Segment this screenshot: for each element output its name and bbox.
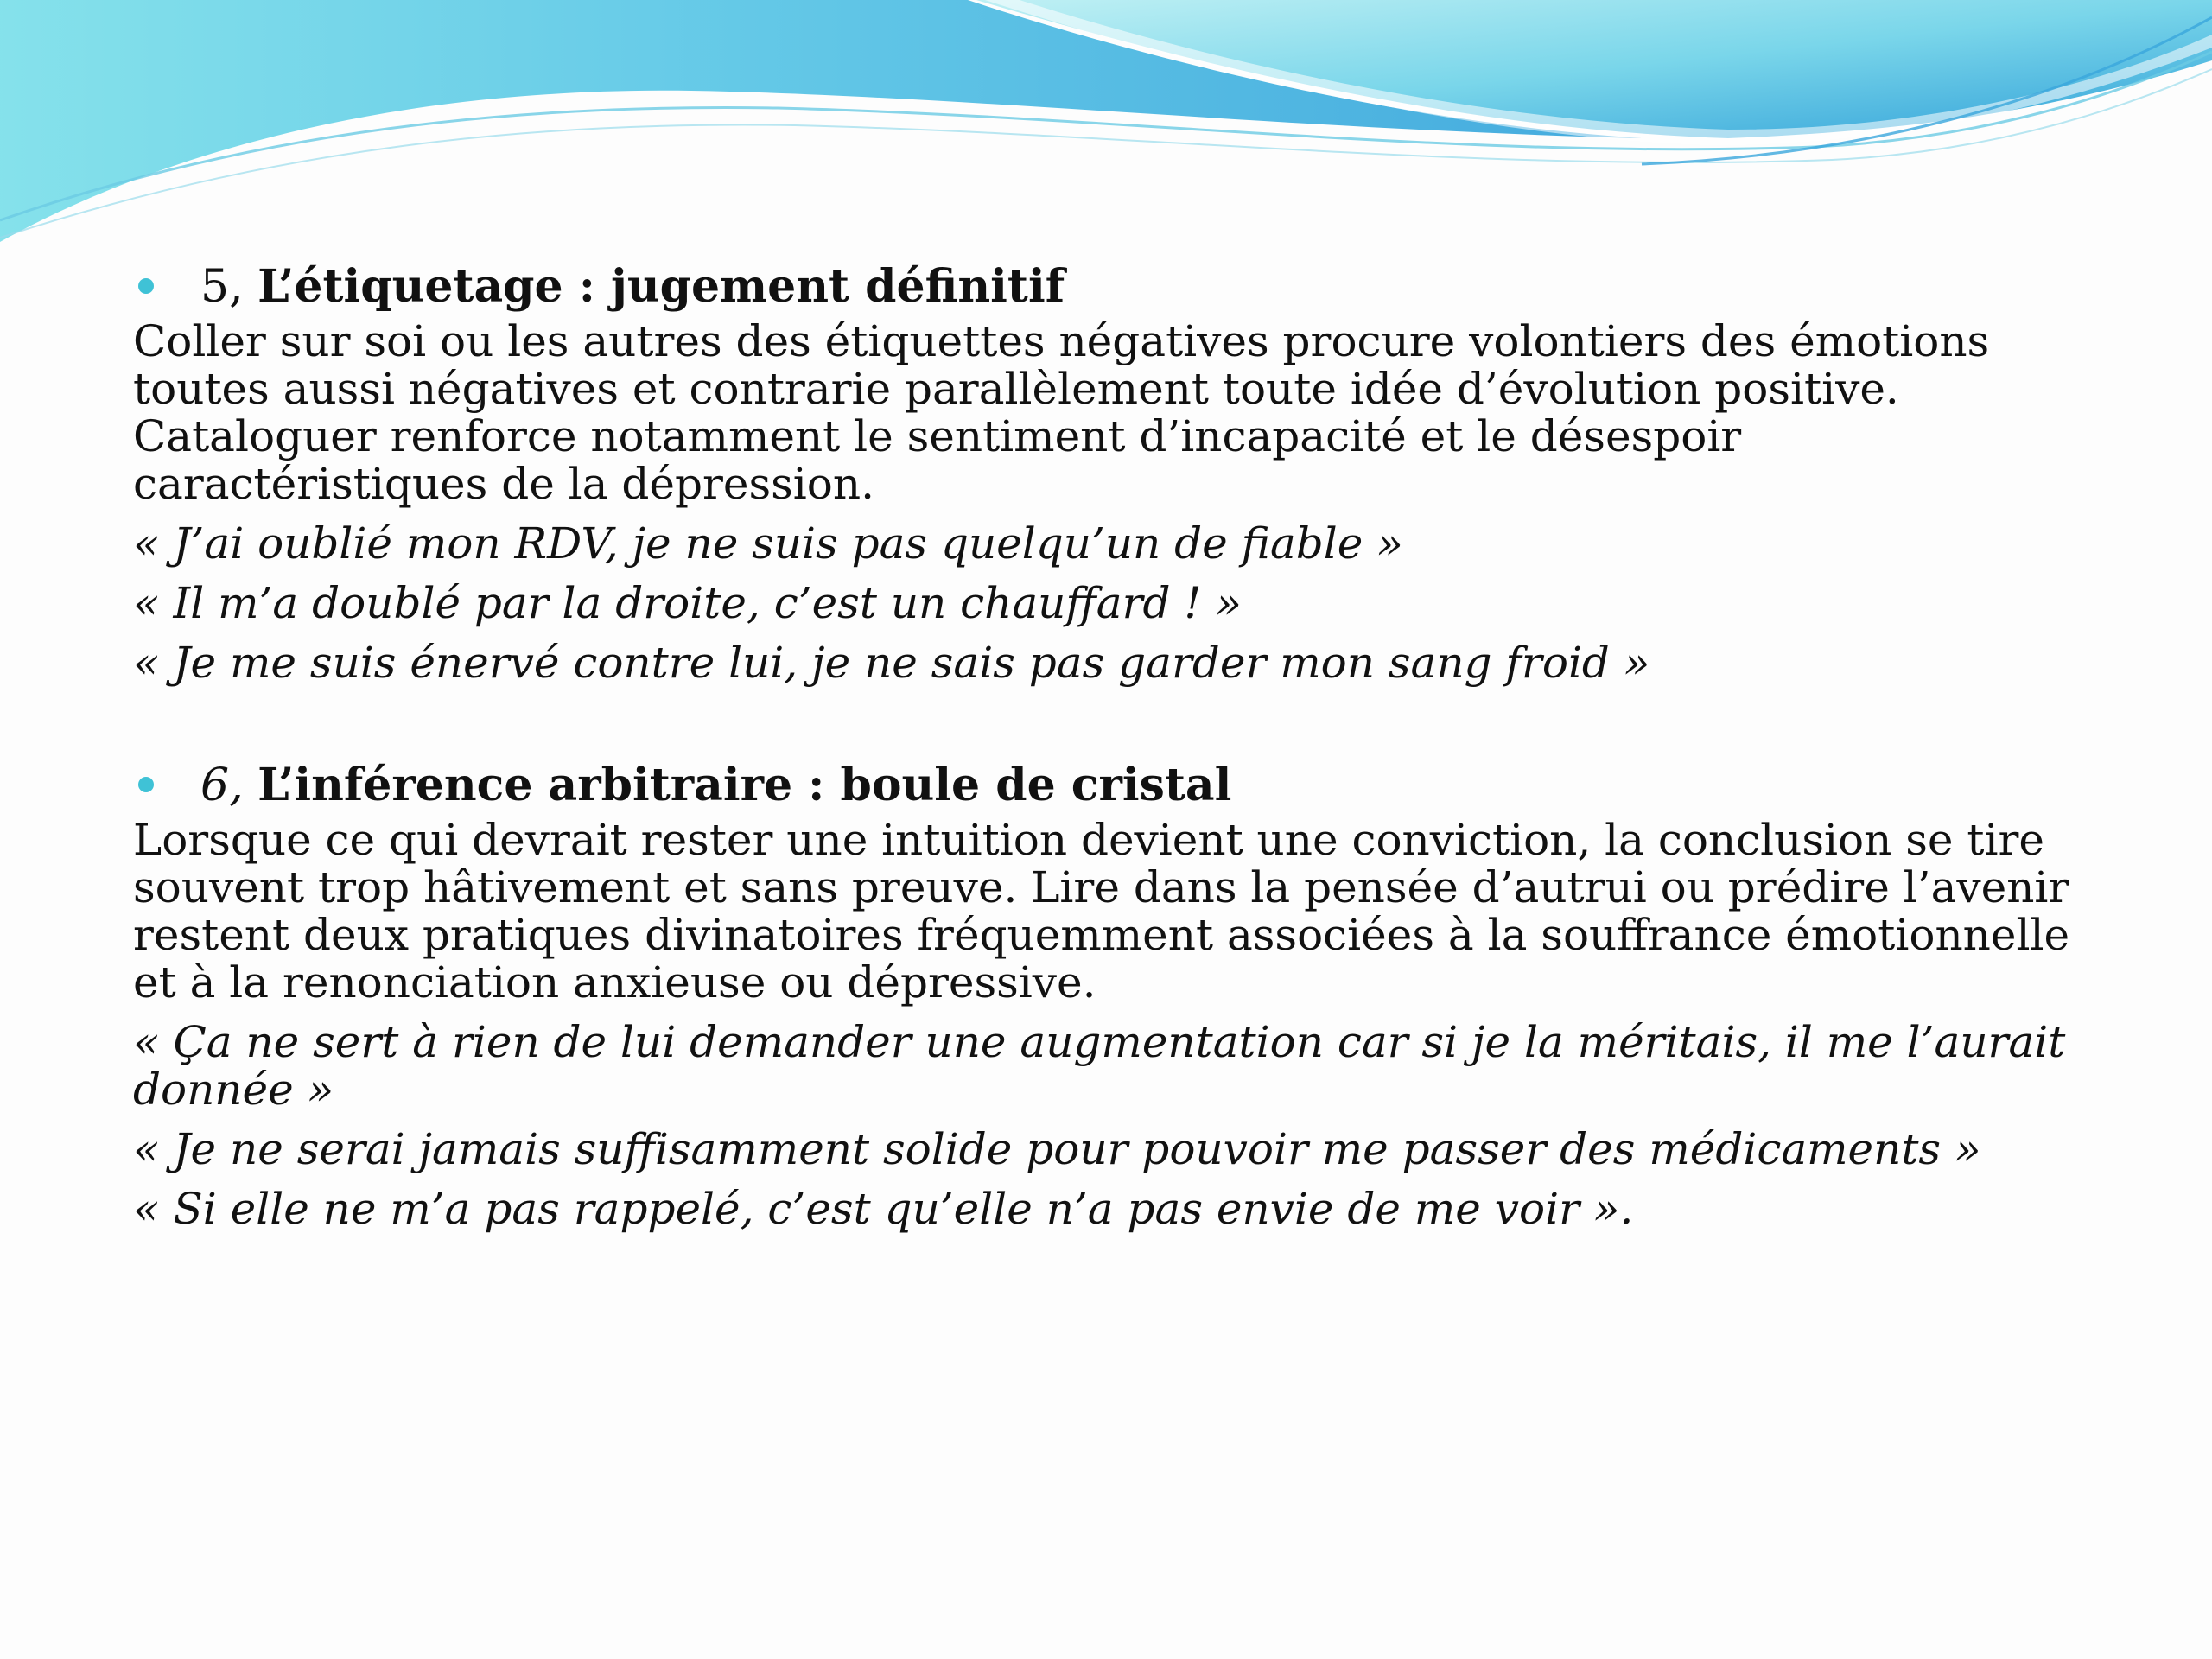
- bullet-icon: [138, 278, 154, 294]
- section-heading-arbitrary-inference: [133, 758, 2077, 813]
- example-quote: « Si elle ne m’a pas rappelé, c’est qu’elle n’a pas envie de me voir ».: [133, 1184, 1634, 1234]
- example-quote: « J’ai oublié mon RDV, je ne suis pas quelqu’un de fiable »: [133, 518, 1403, 569]
- slide-content: [133, 259, 2077, 1245]
- section-number: 5,: [200, 261, 244, 313]
- example-quote: « Je ne serai jamais suffisamment solide pour pouvoir me passer des médicaments »: [133, 1124, 1981, 1174]
- bullet-icon: [138, 777, 154, 792]
- section-title: L’inférence arbitraire : boule de cristal: [257, 759, 1232, 811]
- example-quote: « Je me suis énervé contre lui, je ne sais pas garder mon sang froid »: [133, 638, 1650, 688]
- section-spacer: [133, 699, 2077, 758]
- section-title: L’étiquetage : jugement définitif: [257, 260, 1065, 313]
- section-heading-labeling: [133, 259, 2077, 315]
- section-number: 6,: [200, 760, 244, 811]
- example-quote: « Ça ne sert à rien de lui demander une augmentation car si je la méritais, il me l’aurait donnée »: [133, 1017, 2066, 1115]
- example-quote: « Il m’a doublé par la droite, c’est un chauffard ! »: [133, 578, 1242, 628]
- section-body: Coller sur soi ou les autres des étiquettes négatives procure volontiers des émotions toutes aussi négatives et contrarie parallèlement toute idée d’évolution positive. Cataloguer renforce notamment le sentiment d’incapacité et le désespoir caractéristiques de la dépression.: [133, 316, 1990, 509]
- decorative-wave-header: [0, 0, 2212, 259]
- section-body: Lorsque ce qui devrait rester une intuition devient une conviction, la conclusion se tire souvent trop hâtivement et sans preuve. Lire dans la pensée d’autrui ou prédire l’avenir restent deux pratiques divinatoires fréquemment associées à la souffrance émotionnelle et à la renonciation anxieuse ou dépressive.: [133, 815, 2070, 1007]
